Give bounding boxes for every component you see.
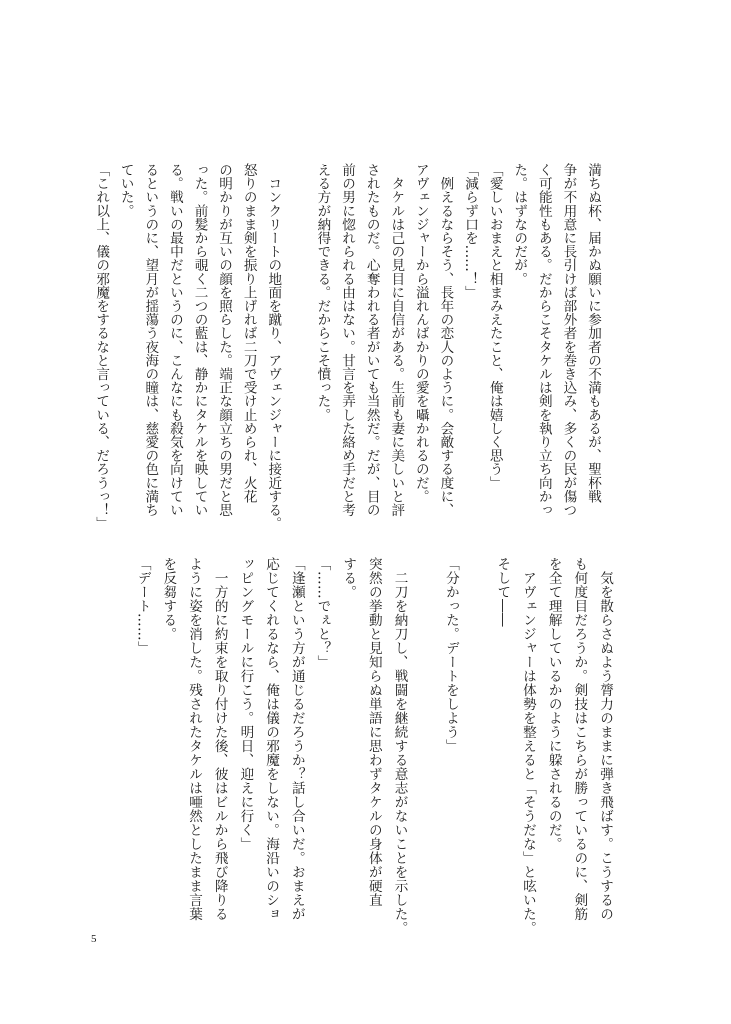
text-line: 二刀を納刀し、戦闘を継続する意志がないことを示した。	[391, 557, 408, 935]
text-block-bottom	[129, 557, 617, 935]
text-line: コンクリートの地面を蹴り、アヴェンジャーに接近する。	[265, 163, 282, 531]
text-line: 「デート……」	[134, 557, 151, 655]
text-line: 満ちぬ杯、届かぬ願いに参加者の不満もあるが、聖杯戦	[585, 163, 601, 503]
text-line: そして――	[494, 557, 511, 627]
text-line: を全て理解しているかのように躱されるのだ。	[545, 557, 562, 851]
text-block-top	[89, 163, 605, 531]
text-line: た。はずなのだが。	[511, 163, 528, 286]
text-line: されたものだ。心奪われる者がいても当然だ。だが、目の	[363, 163, 380, 517]
text-line: アヴェンジャーは体勢を整えると「そうだな」と呟いた。	[519, 557, 536, 935]
text-line: 応じてくれるなら、俺は儀の邪魔をしない。海沿いのショ	[263, 557, 280, 921]
text-line	[463, 557, 489, 917]
text-line: 「……でぇと？」	[314, 557, 331, 669]
text-line: ていた。	[117, 163, 134, 218]
text-line: ッピングモールに行こう。明日、迎えに行く」	[237, 557, 254, 851]
text-line: 「減らず口を……！」	[462, 163, 479, 299]
text-line: く可能性もある。だからこそタケルは剣を執り立ち向かっ	[535, 163, 552, 517]
text-line: も何度目だろうか。剣技はこちらが勝っているのに、剣筋	[571, 557, 588, 921]
text-line: える方が納得できる。だからこそ憤った。	[314, 163, 331, 422]
text-line: ように姿を消した。残されたタケルは唖然としたまま言葉	[186, 557, 202, 921]
text-line: 怒りのまま剣を振り上げれば二刀で受け止められ、火花	[240, 163, 257, 503]
text-line: った。前髪から覗く二つの藍は、静かにタケルを映してい	[191, 163, 208, 517]
text-line: の明かりが互いの顔を照らした。端正な顔立ちの男だと思	[216, 163, 233, 517]
text-line: 「これ以上、儀の邪魔をするなと言っている、だろうっ！」	[93, 163, 110, 531]
text-line	[412, 557, 438, 917]
text-line: 一方的に約束を取り付けた後、彼はビルから飛び降りる	[211, 557, 228, 921]
text-line: 前の男に惚れられる由はない。甘言を弄した絡め手だと考	[339, 163, 356, 517]
text-line: 突然の挙動と見知らぬ単語に思わずタケルの身体が硬直	[365, 557, 382, 907]
text-line	[285, 163, 310, 503]
text-line: タケルは己の見目に自信がある。生前も妻に美しいと評	[388, 163, 405, 517]
page-number: 5	[91, 933, 97, 945]
text-line: 「分かった。デートをしよう」	[442, 557, 459, 753]
text-line: 気を散らさぬよう膂力のままに弾き飛ばす。こうするの	[597, 557, 613, 921]
text-line: 争が不用意に長引けば部外者を巻き込み、多くの民が傷つ	[560, 163, 577, 517]
text-line: する。	[340, 557, 357, 599]
text-line: 例えるならそう、長年の恋人のように。会敵する度に、	[437, 163, 454, 517]
text-line: 「愛しいおまえと相まみえたこと、俺は嬉しく思う」	[486, 163, 503, 490]
text-line: 「逢瀬という方が通じるだろうか？話し合いだ。おまえが	[288, 557, 305, 921]
text-line: るというのに、望月が揺蕩う夜海の瞳は、慈愛の色に満ち	[142, 163, 159, 517]
text-line: を反芻する。	[160, 557, 177, 641]
text-line: る。戦いの最中だというのに、こんなにも殺気を向けてい	[166, 163, 183, 517]
text-line: アヴェンジャーから溢れんばかりの愛を囁かれるのだ。	[412, 163, 429, 503]
